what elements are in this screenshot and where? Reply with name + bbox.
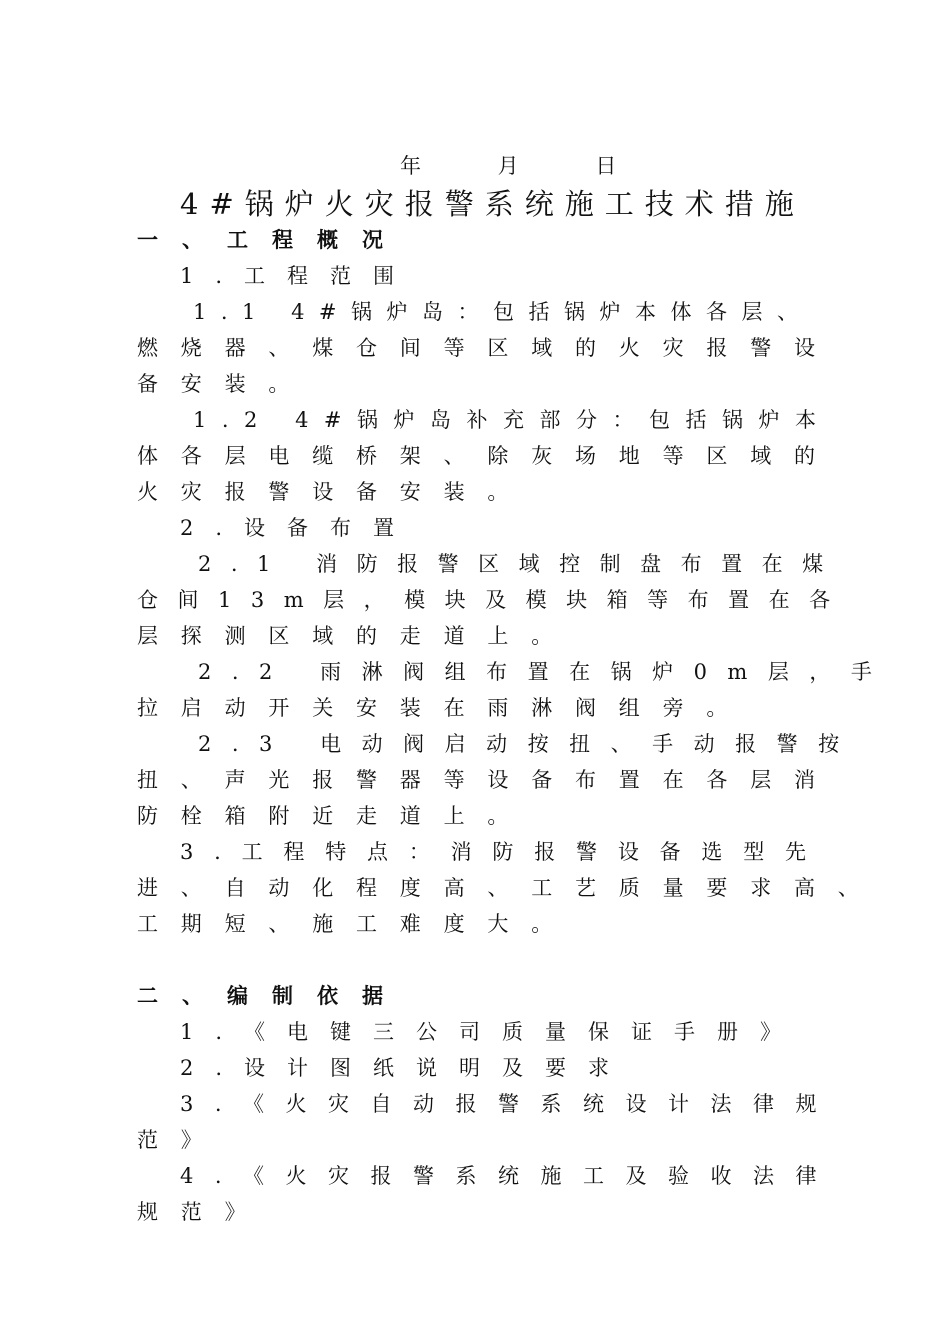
paragraph-line: 拉启动开关安装在雨淋阀组旁。	[137, 696, 751, 720]
reference-item: 3.《火灾自动报警系统设计法律规	[180, 1092, 839, 1116]
section-heading-basis: 二、编制依据	[137, 983, 407, 1008]
paragraph-line: 3.工程特点：消防报警设备选型先	[180, 840, 827, 864]
paragraph-line: 2.1 消防报警区域控制盘布置在煤	[198, 552, 843, 576]
section-heading-overview: 一、工程概况	[137, 227, 407, 252]
paragraph-line: 防栓箱附近走道上。	[137, 804, 532, 828]
paragraph-line: 工期短、施工难度大。	[137, 912, 575, 936]
paragraph-line: 1.1 4#锅炉岛：包括锅炉本体各层、	[193, 300, 813, 324]
paragraph-line: 进、自动化程度高、工艺质量要求高、	[137, 876, 882, 900]
paragraph-line: 备安装。	[137, 372, 313, 396]
paragraph-line: 燃烧器、煤仓间等区域的火灾报警设	[137, 336, 838, 360]
paragraph-line: 1.2 4#锅炉岛补充部分：包括锅炉本	[193, 408, 832, 432]
paragraph-line: 火灾报警设备安装。	[137, 480, 532, 504]
subheading-equipment-layout: 2.设备布置	[180, 516, 417, 540]
paragraph-line: 仓间13m层，模块及模块箱等布置在各	[137, 588, 850, 612]
subheading-scope: 1.工程范围	[180, 264, 417, 288]
paragraph-line: 体各层电缆桥架、除灰场地等区域的	[137, 444, 838, 468]
reference-item: 范》	[137, 1128, 225, 1152]
paragraph-line: 扭、声光报警器等设备布置在各层消	[137, 768, 838, 792]
paragraph-line: 2.3 电动阀启动按扭、手动报警按	[198, 732, 860, 756]
paragraph-line: 2.2 雨淋阀组布置在锅炉0m层，手	[198, 660, 893, 684]
document-title: 4#锅炉火灾报警系统施工技术措施	[180, 187, 805, 221]
reference-item: 1.《电键三公司质量保证手册》	[180, 1020, 804, 1044]
paragraph-line: 层探测区域的走道上。	[137, 624, 575, 648]
reference-item: 4.《火灾报警系统施工及验收法律	[180, 1164, 839, 1188]
date-line: 年 月 日	[400, 154, 617, 178]
reference-item: 规范》	[137, 1200, 269, 1224]
reference-item: 2.设计图纸说明及要求	[180, 1056, 632, 1080]
